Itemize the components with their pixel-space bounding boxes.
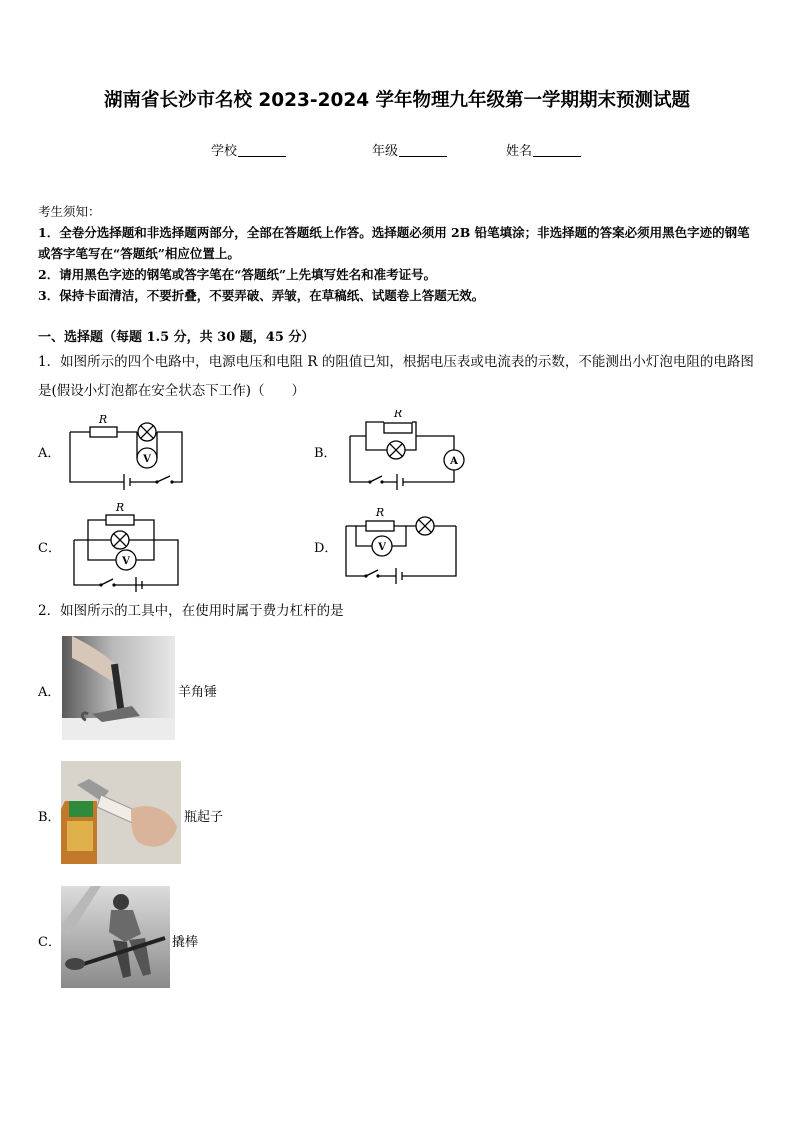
voltmeter-label: V (378, 542, 386, 553)
q1-option-c-letter[interactable]: C． (38, 541, 61, 556)
grade-blank[interactable] (399, 144, 447, 157)
notice-item: 1．全卷分选择题和非选择题两部分，全部在答题纸上作答。选择题必须用 2B 铅笔填涂；非选择题的答案必须用黑色字迹的钢笔或答字笔写在“答题纸”相应位置上。 (38, 225, 750, 261)
page-title: 湖南省长沙市名校 2023-2024 学年物理九年级第一学期期末预测试题 (103, 90, 691, 111)
school-field (211, 140, 286, 159)
crowbar-photo (61, 886, 170, 988)
circuit-diagram-d (338, 500, 468, 588)
voltmeter-label: V (143, 454, 151, 465)
q2-option-a-letter[interactable]: A． (38, 685, 61, 700)
ammeter-label: A (450, 456, 458, 467)
resistor-label: R (98, 413, 108, 426)
q1-option-a-letter[interactable]: A． (38, 446, 61, 461)
name-blank[interactable] (533, 144, 581, 157)
notice-heading: 考生须知： (38, 204, 101, 219)
question-1-text: 1．如图所示的四个电路中，电源电压和电阻 R 的阻值已知，根据电压表或电流表的示数，不能测出小灯泡电阻的电路图是(假设小灯泡都在安全状态下工作)（ ） (38, 354, 754, 399)
notice-item: 2．请用黑色字迹的钢笔或答字笔在“答题纸”上先填写姓名和准考证号。 (38, 267, 437, 282)
school-label: 学校 (211, 144, 238, 159)
school-blank[interactable] (238, 144, 286, 157)
section-title: 一、选择题（每题 1.5 分，共 30 题，45 分） (38, 330, 315, 345)
circuit-diagram-a (62, 410, 192, 490)
q2-option-a-label[interactable]: 羊角锤 (178, 685, 218, 700)
grade-label: 年级 (372, 144, 399, 159)
q2-option-c-label[interactable]: 撬棒 (172, 935, 199, 950)
voltmeter-label: V (122, 556, 130, 567)
claw-hammer-photo (62, 636, 175, 740)
question-2-text: 2．如图所示的工具中，在使用时属于费力杠杆的是 (38, 603, 344, 619)
circuit-diagram-b (342, 410, 472, 490)
q1-option-b-letter[interactable]: B． (314, 446, 337, 461)
bottle-opener-photo (61, 761, 181, 864)
notice-item: 3．保持卡面清洁，不要折叠，不要弄破、弄皱，在草稿纸、试题卷上答题无效。 (38, 288, 485, 303)
q1-option-d-letter[interactable]: D． (314, 541, 338, 556)
q2-option-b-letter[interactable]: B． (38, 810, 61, 825)
resistor-label: R (393, 410, 403, 420)
resistor-label: R (375, 506, 385, 519)
name-field (506, 140, 581, 159)
grade-field (372, 140, 447, 159)
q2-option-c-letter[interactable]: C． (38, 935, 61, 950)
resistor-label: R (115, 501, 125, 514)
name-label: 姓名 (506, 144, 533, 159)
q2-option-b-label[interactable]: 瓶起子 (184, 810, 224, 825)
circuit-diagram-c (66, 500, 191, 592)
notice-block (38, 201, 760, 306)
